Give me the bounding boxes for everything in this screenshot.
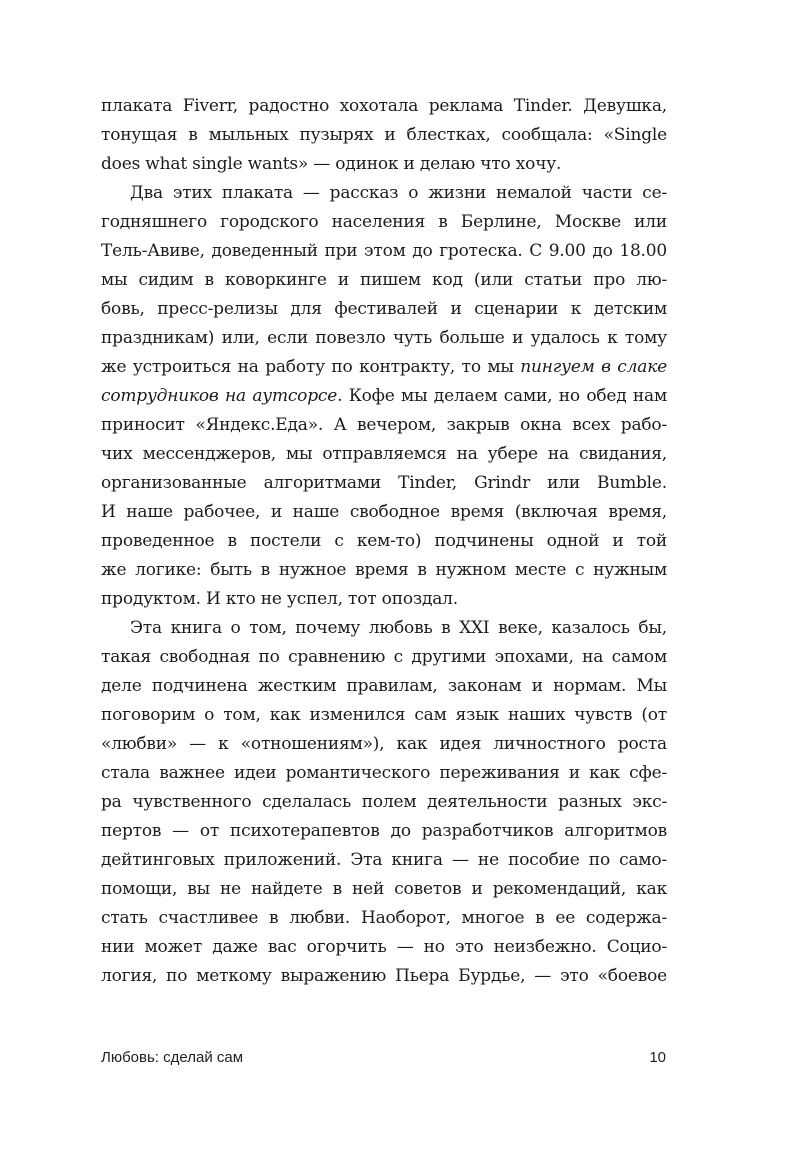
text-line <box>101 353 667 382</box>
text-segment: помощи, вы не найдете в ней советов и рекомендаций, как <box>101 879 667 899</box>
text-segment: Два этих плаката — рассказ о жизни немалой части се- <box>130 183 667 203</box>
text-segment: же устроиться на работу по контракту, то мы <box>101 357 521 377</box>
text-segment: стала важнее идеи романтического переживания и как сфе- <box>101 763 667 783</box>
text-line <box>101 382 667 411</box>
text-line <box>101 179 667 208</box>
text-line <box>101 527 667 556</box>
text-line <box>101 92 667 121</box>
text-segment: поговорим о том, как изменился сам язык наших чувств (от <box>101 705 667 725</box>
text-line <box>101 150 667 179</box>
text-line <box>101 962 667 991</box>
text-line <box>101 324 667 353</box>
text-segment: дейтинговых приложений. Эта книга — не пособие по само- <box>101 850 667 870</box>
text-segment: чих мессенджеров, мы отправляемся на убере на свидания, <box>101 444 667 464</box>
text-line <box>101 208 667 237</box>
text-segment: тонущая в мыльных пузырях и блестках, сообщала: «Single <box>101 125 667 145</box>
text-line <box>101 759 667 788</box>
running-footer-title: Любовь: сделай сам <box>101 1049 244 1066</box>
text-segment: does what single wants» — одинок и делаю что хочу. <box>101 154 562 174</box>
paragraph <box>101 179 667 614</box>
text-line <box>101 498 667 527</box>
text-line <box>101 614 667 643</box>
text-line <box>101 788 667 817</box>
paragraph <box>101 92 667 179</box>
text-line <box>101 295 667 324</box>
text-segment: же логике: быть в нужное время в нужном месте с нужным <box>101 560 667 580</box>
text-segment: проведенное в постели с кем-то) подчинены одной и той <box>101 531 667 551</box>
text-line <box>101 469 667 498</box>
text-segment: стать счастливее в любви. Наоборот, многое в ее содержа- <box>101 908 667 928</box>
italic-text: пингуем в слаке <box>520 357 668 377</box>
text-line <box>101 266 667 295</box>
text-segment: ра чувственного сделалась полем деятельности разных экс- <box>101 792 667 812</box>
book-text <box>101 92 667 991</box>
text-line <box>101 556 667 585</box>
text-segment: плаката Fiverr, радостно хохотала реклама Tinder. Девушка, <box>101 96 667 116</box>
text-line <box>101 904 667 933</box>
text-line <box>101 643 667 672</box>
text-segment: нии может даже вас огорчить — но это неизбежно. Социо- <box>101 937 667 957</box>
text-line <box>101 701 667 730</box>
text-line <box>101 585 667 614</box>
text-segment: пертов — от психотерапевтов до разработчиков алгоритмов <box>101 821 667 841</box>
text-line <box>101 730 667 759</box>
text-segment: мы сидим в коворкинге и пишем код (или статьи про лю- <box>101 270 667 290</box>
text-segment: бовь, пресс-релизы для фестивалей и сценарии к детским <box>101 299 667 319</box>
text-segment: приносит «Яндекс.Еда». А вечером, закрыв окна всех рабо- <box>101 415 667 435</box>
text-line <box>101 846 667 875</box>
text-line <box>101 672 667 701</box>
page-number: 10 <box>649 1049 666 1066</box>
text-segment: деле подчинена жестким правилам, законам и нормам. Мы <box>101 676 667 696</box>
text-line <box>101 121 667 150</box>
text-segment: Эта книга о том, почему любовь в XXI веке, казалось бы, <box>130 618 667 638</box>
text-line <box>101 440 667 469</box>
text-line <box>101 237 667 266</box>
text-segment: Тель-Авиве, доведенный при этом до гротеска. С 9.00 до 18.00 <box>101 241 667 261</box>
text-line <box>101 411 667 440</box>
text-segment: И наше рабочее, и наше свободное время (включая время, <box>101 502 667 522</box>
paragraph <box>101 614 667 991</box>
text-line <box>101 875 667 904</box>
text-segment: логия, по меткому выражению Пьера Бурдье, — это «боевое <box>101 966 667 986</box>
text-segment: «любви» — к «отношениям»), как идея личностного роста <box>101 734 667 754</box>
text-line <box>101 933 667 962</box>
italic-text: сотрудников на аутсорсе <box>101 386 338 406</box>
text-segment: такая свободная по сравнению с другими эпохами, на самом <box>101 647 667 667</box>
text-segment: годняшнего городского населения в Берлине, Москве или <box>101 212 667 232</box>
text-segment: организованные алгоритмами Tinder, Grindr или Bumble. <box>101 473 667 493</box>
text-segment: праздникам) или, если повезло чуть больше и удалось к тому <box>101 328 667 348</box>
text-line <box>101 817 667 846</box>
text-segment: продуктом. И кто не успел, тот опоздал. <box>101 589 458 609</box>
text-segment: . Кофе мы делаем сами, но обед нам <box>337 386 667 406</box>
